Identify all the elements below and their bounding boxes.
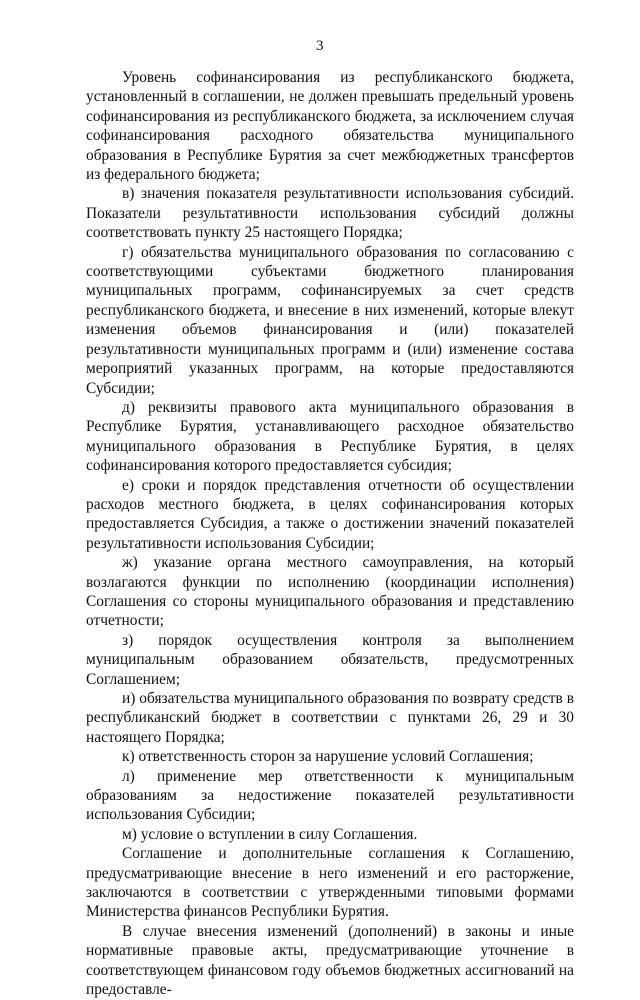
- paragraph-item-z: з) порядок осуществления контроля за выполнением муниципальным образованием обязательств, предусмотренных Соглашением;: [86, 631, 574, 688]
- paragraph-item-l: л) применение мер ответственности к муниципальным образованиям за недостижение показателей результативности использования Субсидии;: [86, 767, 574, 824]
- paragraph-agreements: Соглашение и дополнительные соглашения к Соглашению, предусматривающие внесение в него изменений и его расторжение, заключаются в соответствии с утвержденными типовыми формами Министерства финансов Республики Бурятия.: [86, 845, 574, 921]
- paragraph-item-m: м) условие о вступлении в силу Соглашения.: [122, 825, 418, 843]
- paragraph-item-zh: ж) указание органа местного самоуправления, на который возлагаются функции по исполнению (координации исполнения) Соглашения со стороны муниципального образования и представлению отчетности;: [86, 554, 574, 630]
- paragraph-item-g: г) обязательства муниципального образования по согласованию с соответствующими субъектами бюджетного планирования муниципальных программ, софинансируемых за счет средств республиканского бюджета, и внесение в них изменений, которые влекут изменения объемов финансирования и (или) показателей результативности муниципальных программ и (или) изменение состава мероприятий указанных программ, на которые предоставляются Субсидии;: [86, 243, 574, 397]
- paragraph-item-k: к) ответственность сторон за нарушение условий Соглашения;: [122, 748, 534, 766]
- paragraph-cofinancing-level: Уровень софинансирования из республиканского бюджета, установленный в соглашении, не должен превышать предельный уровень софинансирования из республиканского бюджета, за исключением случая софинансирования расходного обязательства муниципального образования в Республике Бурятия за счет межбюджетных трансфертов из федерального бюджета;: [86, 69, 574, 184]
- paragraph-item-i: и) обязательства муниципального образования по возврату средств в республиканский бюджет в соответствии с пунктами 26, 29 и 30 настоящего Порядка;: [86, 690, 574, 746]
- paragraph-item-e: е) сроки и порядок представления отчетности об осуществлении расходов местного бюджета, в целях софинансирования которых предоставляется Субсидия, а также о достижении значений показателей результативности использования Субсидии;: [86, 476, 574, 552]
- paragraph-item-d: д) реквизиты правового акта муниципального образования в Республике Бурятия, устанавливающего расходное обязательство муниципального образования в Республике Бурятия, в целях софинансирования которого предоставляется субсидия;: [86, 398, 574, 475]
- page-number: 3: [316, 38, 324, 54]
- document-body: [86, 68, 574, 1000]
- paragraph-amendments: В случае внесения изменений (дополнений) в законы и иные нормативные правовые акты, предусматривающие уточнение в соответствующем финансовом году объемов бюджетных ассигнований на предоставле-: [86, 922, 574, 999]
- paragraph-item-v: в) значения показателя результативности использования субсидий. Показатели результативности использования субсидий должны соответствовать пункту 25 настоящего Порядка;: [86, 185, 574, 242]
